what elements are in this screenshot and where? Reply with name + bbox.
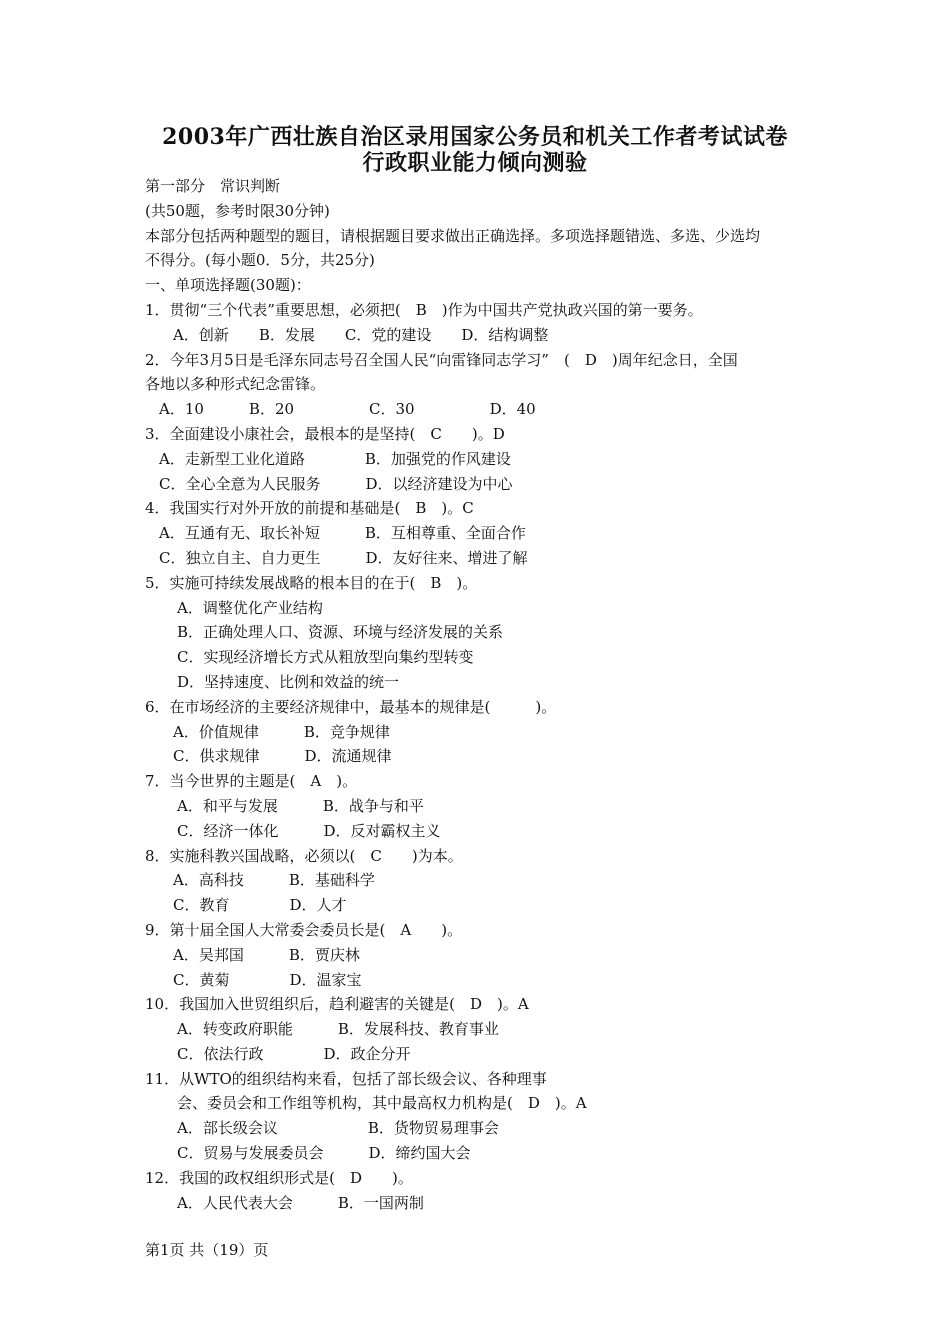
question-2-options: A．10 B．20 C．30 D．40 <box>159 400 536 419</box>
question-5-option-a: A．调整优化产业结构 <box>177 598 323 617</box>
question-5-stem: 5．实施可持续发展战略的根本目的在于( B )。 <box>145 573 478 592</box>
question-3-options-2: C．全心全意为人民服务 D．以经济建设为中心 <box>159 474 513 493</box>
question-4-options-2: C．独立自主、自力更生 D．友好往来、增进了解 <box>159 548 528 567</box>
section-count: (共50题，参考时限30分钟) <box>145 201 330 220</box>
question-11-stem-1: 11．从WTO的组织结构来看，包括了部长级会议、各种理事 <box>145 1069 547 1088</box>
question-8-stem: 8．实施科教兴国战略，必须以( C )为本。 <box>145 846 463 865</box>
question-9-options-1: A．吴邦国 B．贾庆林 <box>173 945 360 964</box>
section-heading: 第一部分 常识判断 <box>145 177 281 195</box>
question-1-stem: 1．贯彻“三个代表”重要思想，必须把( B )作为中国共产党执政兴国的第一要务。 <box>145 300 703 319</box>
question-9-options-2: C．黄菊 D．温家宝 <box>173 970 362 989</box>
question-11-options-2: C．贸易与发展委员会 D．缔约国大会 <box>177 1144 471 1163</box>
question-12-stem: 12．我国的政权组织形式是( D )。 <box>145 1168 413 1187</box>
question-4-options-1: A．互通有无、取长补短 B．互相尊重、全面合作 <box>159 524 526 543</box>
single-choice-heading: 一、单项选择题(30题)： <box>145 276 311 295</box>
instructions-line-2: 不得分。(每小题0．5分，共25分) <box>145 251 375 270</box>
question-7-options-1: A．和平与发展 B．战争与和平 <box>177 796 424 815</box>
question-3-stem: 3．全面建设小康社会，最根本的是坚持( C )。D <box>145 424 505 443</box>
question-7-stem: 7．当今世界的主题是( A )。 <box>145 772 358 791</box>
question-11-options-1: A．部长级会议 B．货物贸易理事会 <box>177 1119 499 1138</box>
question-8-options-1: A．高科技 B．基础科学 <box>173 871 375 890</box>
question-5-option-d: D．坚持速度、比例和效益的统一 <box>177 672 400 691</box>
question-10-options-1: A．转变政府职能 B．发展科技、教育事业 <box>177 1020 499 1039</box>
question-5-option-b: B．正确处理人口、资源、环境与经济发展的关系 <box>177 623 504 642</box>
question-6-options-2: C．供求规律 D．流通规律 <box>173 747 392 766</box>
question-12-options-1: A．人民代表大会 B．一国两制 <box>177 1193 424 1212</box>
question-11-stem-2: 会、委员会和工作组等机构，其中最高权力机构是( D )。A <box>177 1094 587 1113</box>
question-4-stem: 4．我国实行对外开放的前提和基础是( B )。C <box>145 499 474 518</box>
exam-title: 2003年广西壮族自治区录用国家公务员和机关工作者考试试卷 <box>162 124 788 150</box>
page-number: 第1页 共（19）页 <box>145 1241 269 1259</box>
question-8-options-2: C．教育 D．人才 <box>173 896 347 915</box>
exam-subtitle: 行政职业能力倾向测验 <box>362 150 588 176</box>
question-2-stem-1: 2．今年3月5日是毛泽东同志号召全国人民“向雷锋同志学习” ( D )周年纪念日，全国 <box>145 350 738 369</box>
question-10-stem: 10．我国加入世贸组织后，趋利避害的关键是( D )。A <box>145 995 529 1014</box>
question-10-options-2: C．依法行政 D．政企分开 <box>177 1044 411 1063</box>
question-7-options-2: C．经济一体化 D．反对霸权主义 <box>177 821 441 840</box>
question-9-stem: 9．第十届全国人大常委会委员长是( A )。 <box>145 920 463 939</box>
question-2-stem-2: 各地以多种形式纪念雷锋。 <box>145 375 326 394</box>
document-body <box>145 174 825 1215</box>
instructions-line-1: 本部分包括两种题型的题目，请根据题目要求做出正确选择。多项选择题错选、多选、少选均 <box>145 226 761 245</box>
question-3-options-1: A．走新型工业化道路 B．加强党的作风建设 <box>159 449 511 468</box>
question-1-options: A．创新 B．发展 C．党的建设 D．结构调整 <box>173 325 549 344</box>
question-6-options-1: A．价值规律 B．竞争规律 <box>173 722 390 741</box>
question-5-option-c: C．实现经济增长方式从粗放型向集约型转变 <box>177 648 474 667</box>
question-6-stem: 6．在市场经济的主要经济规律中，最基本的规律是( )。 <box>145 697 557 716</box>
